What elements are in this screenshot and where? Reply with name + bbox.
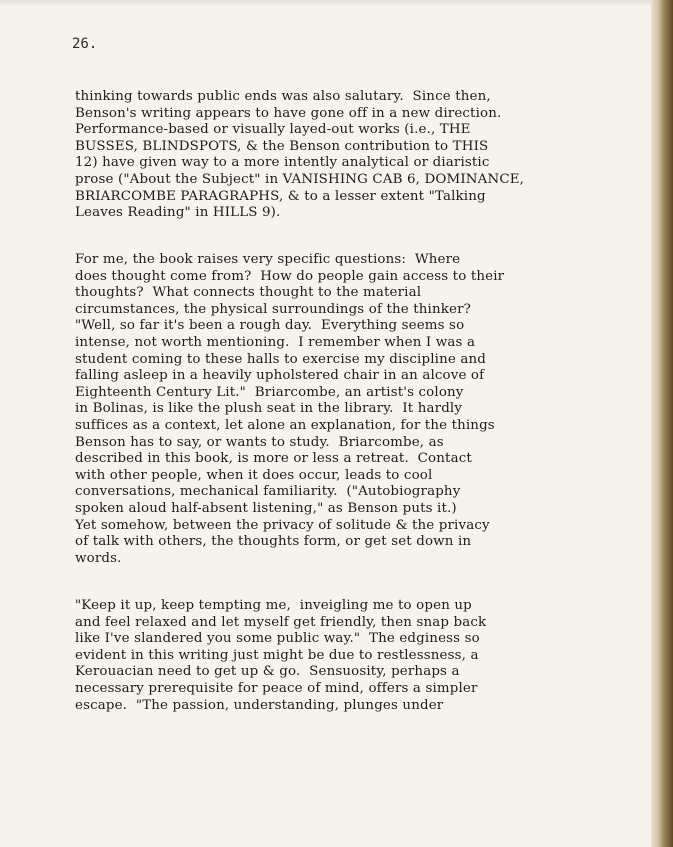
text-line: Kerouacian need to get up & go. Sensuosity, perhaps a (75, 664, 460, 680)
text-line: thinking towards public ends was also salutary. Since then, (75, 89, 491, 104)
text-line: For me, the book raises very specific questions: Where (75, 252, 461, 267)
text-line: described in this book, is more or less a retreat. Contact (75, 451, 472, 467)
text-line: thoughts? What connects thought to the material (75, 285, 422, 301)
text-line: BRIARCOMBE PARAGRAPHS, & to a lesser extent "Talking (75, 188, 486, 204)
text-line: Benson's writing appears to have gone off in a new direction. (75, 105, 502, 121)
text-line: spoken aloud half-absent listening," as Benson puts it.) (75, 500, 457, 516)
page-number: 26. (72, 36, 98, 52)
text-line: Eighteenth Century Lit." Briarcombe, an artist's colony (75, 384, 464, 400)
text-line: BUSSES, BLINDSPOTS, & the Benson contribution to THIS (75, 138, 489, 154)
paragraph-3 (75, 598, 645, 714)
text-line: Yet somehow, between the privacy of solitude & the privacy (75, 517, 490, 533)
text-line: Benson has to say, or wants to study. Briarcombe, as (75, 434, 444, 450)
text-line: suffices as a context, let alone an explanation, for the things (75, 417, 495, 433)
text-line: necessary prerequisite for peace of mind, offers a simpler (75, 680, 478, 696)
text-line: words. (75, 550, 122, 566)
text-line: "Keep it up, keep tempting me, inveigling me to open up (75, 598, 472, 613)
text-line: 12) have given way to a more intently analytical or diaristic (75, 155, 490, 171)
page-top-edge (0, 0, 651, 6)
text-line: evident in this writing just might be due to restlessness, a (75, 647, 479, 663)
text-line: intense, not worth mentioning. I remember when I was a (75, 334, 476, 350)
text-line: Performance-based or visually layed-out works (i.e., THE (75, 122, 471, 138)
text-line: escape. "The passion, understanding, plunges under (75, 697, 444, 713)
text-line: falling asleep in a heavily upholstered chair in an alcove of (75, 368, 485, 384)
text-line: and feel relaxed and let myself get friendly, then snap back (75, 614, 487, 630)
book-binding-shadow (651, 0, 673, 847)
text-line: "Well, so far it's been a rough day. Everything seems so (75, 318, 465, 334)
paragraph-2 (75, 252, 645, 567)
text-line: prose ("About the Subject" in VANISHING CAB 6, DOMINANCE, (75, 171, 525, 187)
paragraph-1 (75, 89, 645, 222)
text-line: of talk with others, the thoughts form, or get set down in (75, 534, 472, 550)
text-line: with other people, when it does occur, leads to cool (75, 467, 433, 483)
text-line: Leaves Reading" in HILLS 9). (75, 205, 281, 221)
text-line: does thought come from? How do people gain access to their (75, 268, 505, 284)
text-line: in Bolinas, is like the plush seat in the library. It hardly (75, 401, 463, 417)
text-line: conversations, mechanical familiarity. ("Autobiography (75, 484, 461, 500)
text-line: student coming to these halls to exercise my discipline and (75, 351, 486, 367)
text-line: like I've slandered you some public way." The edginess so (75, 631, 480, 647)
text-line: circumstances, the physical surroundings of the thinker? (75, 301, 471, 317)
